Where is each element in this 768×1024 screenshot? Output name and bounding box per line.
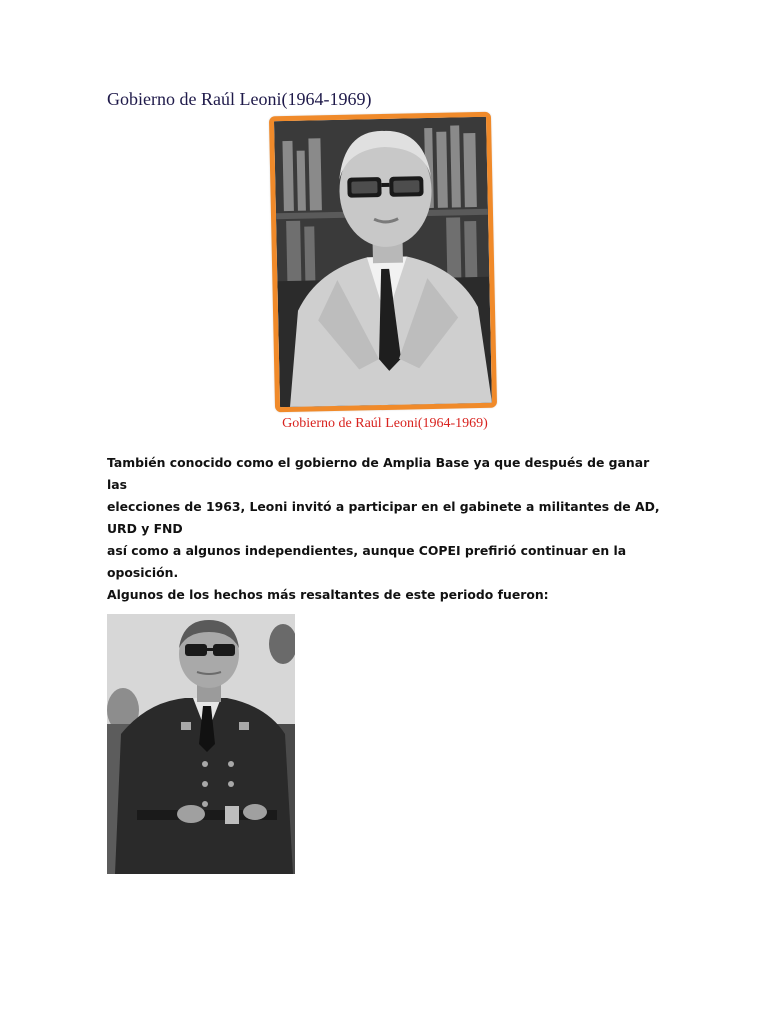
paragraph-line: Algunos de los hechos más resaltantes de este periodo fueron: xyxy=(107,587,549,602)
paragraph-line: así como a algunos independientes, aunque COPEI prefirió continuar en la oposición. xyxy=(107,543,627,580)
page-title: Gobierno de Raúl Leoni(1964-1969) xyxy=(107,89,372,109)
paragraph-line: También conocido como el gobierno de Amplia Base ya que después de ganar las xyxy=(107,455,650,492)
portrait-photo-framed xyxy=(269,112,497,413)
figure-caption: Gobierno de Raúl Leoni(1964-1969) xyxy=(282,416,488,431)
military-portrait-image xyxy=(107,614,295,874)
paragraph-line: elecciones de 1963, Leoni invitó a participar en el gabinete a militantes de AD, URD y FND xyxy=(107,499,660,536)
portrait-image xyxy=(274,117,492,407)
body-paragraph xyxy=(107,452,667,606)
military-portrait-photo xyxy=(107,614,295,874)
